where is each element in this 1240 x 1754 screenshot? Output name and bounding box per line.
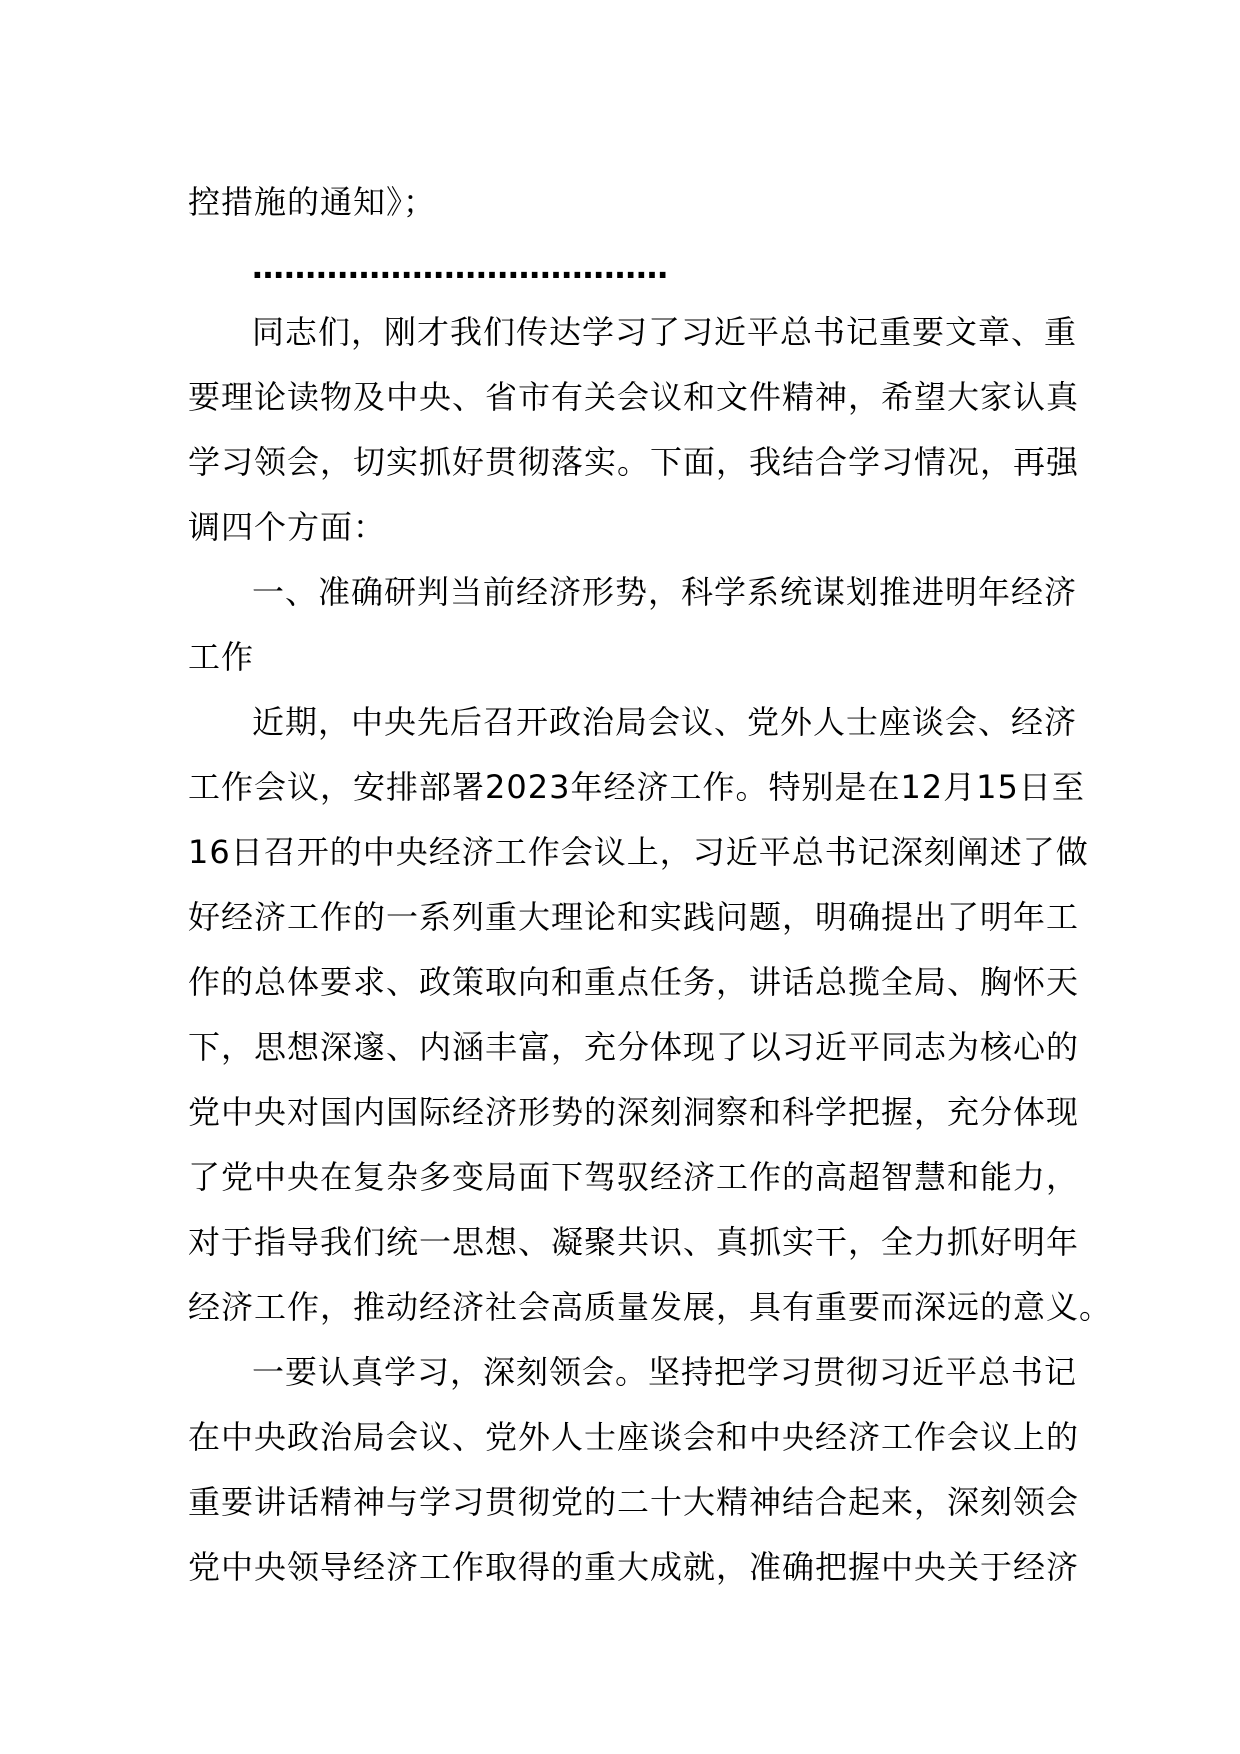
text-line: 工作会议，安排部署2023年经济工作。特别是在12月15日至 xyxy=(188,768,1085,806)
text-line: 好经济工作的一系列重大理论和实践问题，明确提出了明年工 xyxy=(188,898,1080,936)
text-line: 下，思想深邃、内涵丰富，充分体现了以习近平同志为核心的 xyxy=(188,1028,1080,1066)
text-line: 学习领会，切实抓好贯彻落实。下面，我结合学习情况，再强 xyxy=(188,443,1080,481)
text-line: 要理论读物及中央、省市有关会议和文件精神，希望大家认真 xyxy=(188,378,1080,416)
section-heading-line: 工作 xyxy=(188,638,255,676)
text-line: 经济工作，推动经济社会高质量发展，具有重要而深远的意义。 xyxy=(188,1288,1113,1326)
document-body xyxy=(188,170,1113,1600)
text-line: 调四个方面： xyxy=(188,508,387,546)
text-line: 一要认真学习，深刻领会。坚持把学习贯彻习近平总书记 xyxy=(252,1353,1078,1391)
text-line: 控措施的通知》； xyxy=(188,183,437,221)
text-line: 作的总体要求、政策取向和重点任务，讲话总揽全局、胸怀天 xyxy=(188,963,1080,1001)
section-heading-line: 一、准确研判当前经济形势，科学系统谋划推进明年经济 xyxy=(252,573,1078,611)
text-line: 党中央对国内国际经济形势的深刻洞察和科学把握，充分体现 xyxy=(188,1093,1080,1131)
text-line: 16日召开的中央经济工作会议上，习近平总书记深刻阐述了做 xyxy=(188,833,1089,871)
text-line: 同志们，刚才我们传达学习了习近平总书记重要文章、重 xyxy=(252,313,1078,351)
text-line: 重要讲话精神与学习贯彻党的二十大精神结合起来，深刻领会 xyxy=(188,1483,1080,1521)
text-line: 了党中央在复杂多变局面下驾驭经济工作的高超智慧和能力， xyxy=(188,1158,1080,1196)
text-line: 在中央政治局会议、党外人士座谈会和中央经济工作会议上的 xyxy=(188,1418,1080,1456)
text-line: 近期，中央先后召开政治局会议、党外人士座谈会、经济 xyxy=(252,703,1078,741)
text-line: 党中央领导经济工作取得的重大成就，准确把握中央关于经济 xyxy=(188,1548,1080,1586)
text-line: 对于指导我们统一思想、凝聚共识、真抓实干，全力抓好明年 xyxy=(188,1223,1080,1261)
ellipsis-line: ………………………………… xyxy=(252,248,668,286)
